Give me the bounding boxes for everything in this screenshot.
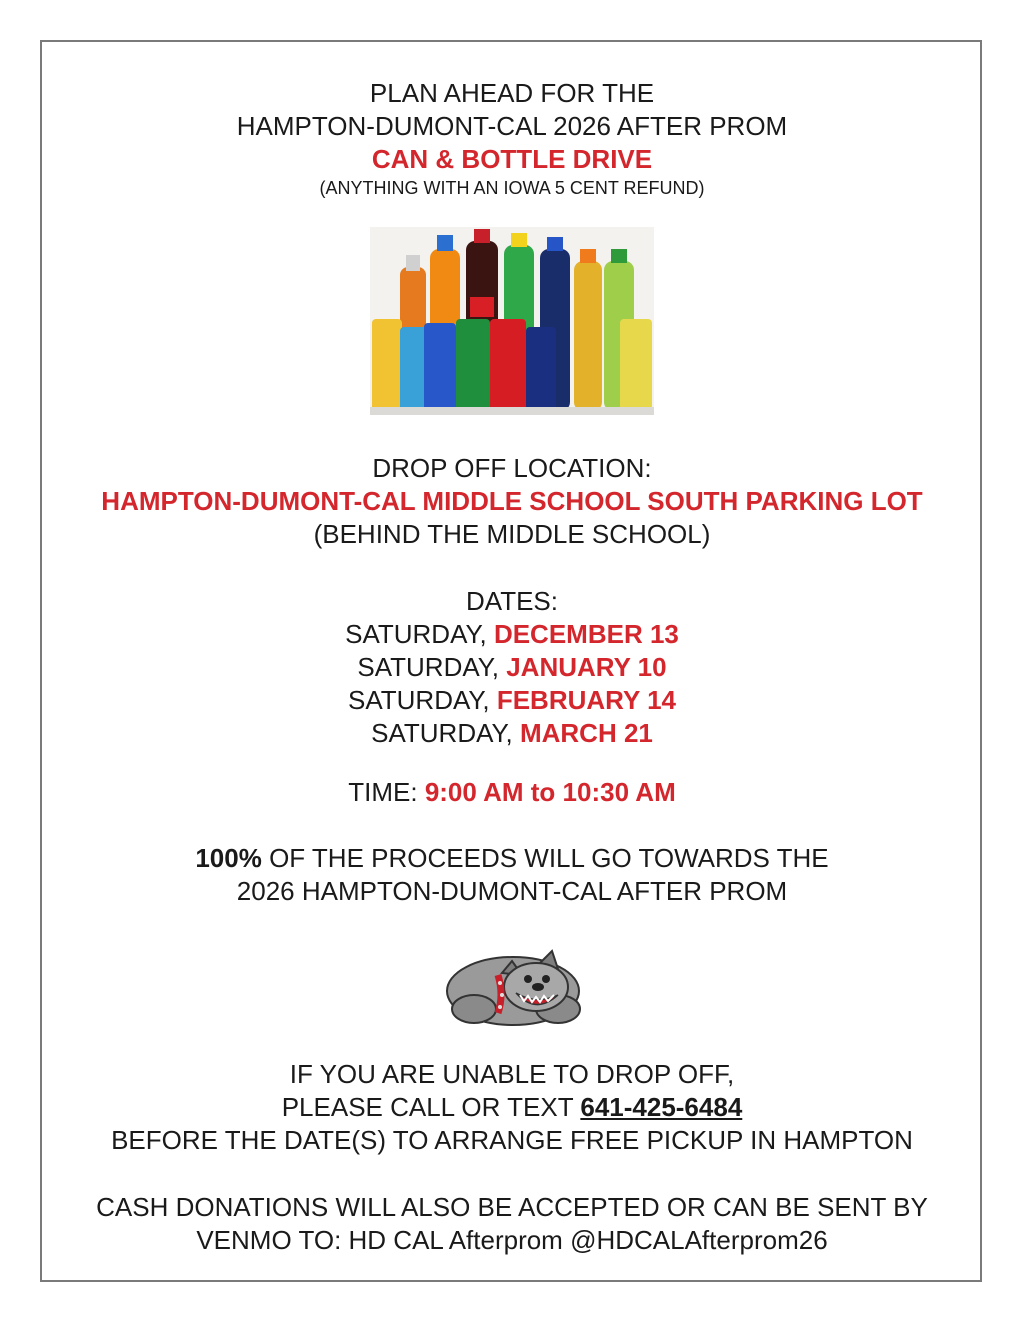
phone-number: 641-425-6484 <box>580 1092 743 1122</box>
soda-bottles-photo <box>370 227 654 415</box>
proceeds-line-2: 2026 HAMPTON-DUMONT-CAL AFTER PROM <box>236 876 788 906</box>
date-row: SATURDAY, DECEMBER 13 <box>345 619 679 649</box>
date-row: SATURDAY, JANUARY 10 <box>357 652 667 682</box>
intro-line-1: PLAN AHEAD FOR THE <box>369 78 655 108</box>
dropoff-heading: DROP OFF LOCATION: <box>372 453 652 483</box>
pickup-line-2: PLEASE CALL OR TEXT 641-425-6484 <box>281 1092 743 1122</box>
pickup-line-1: IF YOU ARE UNABLE TO DROP OFF, <box>289 1059 735 1089</box>
dropoff-detail: (BEHIND THE MIDDLE SCHOOL) <box>313 519 711 549</box>
bulldog-mascot-logo <box>440 935 586 1031</box>
donations-line-1: CASH DONATIONS WILL ALSO BE ACCEPTED OR CAN BE SENT BY <box>96 1192 928 1222</box>
dropoff-location: HAMPTON-DUMONT-CAL MIDDLE SCHOOL SOUTH PARKING LOT <box>101 486 923 516</box>
refund-note: (ANYTHING WITH AN IOWA 5 CENT REFUND) <box>319 178 705 198</box>
donations-line-2: VENMO TO: HD CAL Afterprom @HDCALAfterprom26 <box>196 1225 828 1255</box>
drive-title: CAN & BOTTLE DRIVE <box>371 144 653 174</box>
date-row: SATURDAY, MARCH 21 <box>371 718 653 748</box>
date-row: SATURDAY, FEBRUARY 14 <box>348 685 676 715</box>
dates-heading: DATES: <box>466 586 558 616</box>
proceeds-line-1: 100% OF THE PROCEEDS WILL GO TOWARDS THE <box>195 843 829 873</box>
intro-line-2: HAMPTON-DUMONT-CAL 2026 AFTER PROM <box>236 111 788 141</box>
pickup-line-3: BEFORE THE DATE(S) TO ARRANGE FREE PICKUP IN HAMPTON <box>111 1125 913 1155</box>
time-row: TIME: 9:00 AM to 10:30 AM <box>348 777 676 807</box>
